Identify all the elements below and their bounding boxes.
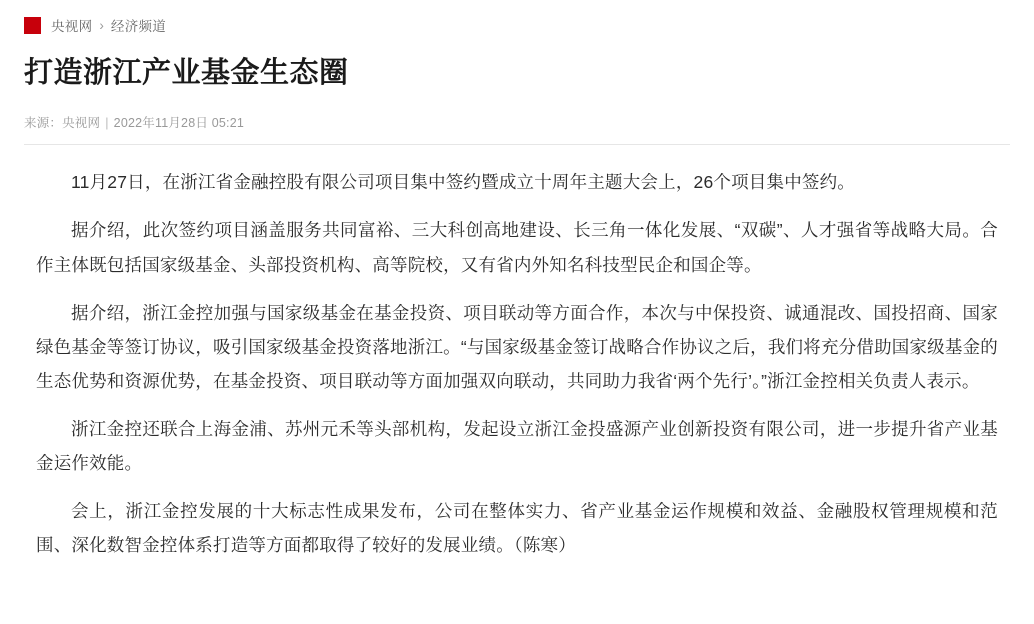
article-paragraph: 浙江金控还联合上海金浦、苏州元禾等头部机构，发起设立浙江金投盛源产业创新投资有限公司，进一步提升省产业基金运作效能。	[36, 419, 998, 474]
header-divider	[24, 144, 1010, 145]
breadcrumb-item-channel[interactable]: 经济频道	[110, 19, 167, 34]
breadcrumb-separator-icon: ›	[99, 17, 104, 33]
source-value: 央视网	[62, 116, 101, 131]
article-paragraph: 据介绍，浙江金控加强与国家级基金在基金投资、项目联动等方面合作，本次与中保投资、诚通混改、国投招商、国家绿色基金等签订协议，吸引国家级基金投资落地浙江。“与国家级基金签订战略合作协议之后，我们将充分借助国家级基金的生态优势和资源优势，在基金投资、项目联动等方面加强双向联动，共同助力我省‘两个先行’。”浙江金控相关负责人表示。	[36, 302, 998, 391]
publish-datetime: 2022年11月28日 05:21	[113, 116, 245, 131]
source-label: 来源：	[24, 116, 63, 131]
article-paragraph: 11月27日，在浙江省金融控股有限公司项目集中签约暨成立十周年主题大会上，26个项目集中签约。	[71, 172, 855, 193]
article-paragraph: 据介绍，此次签约项目涵盖服务共同富裕、三大科创高地建设、长三角一体化发展、“双碳”、人才强省等战略大局。合作主体既包括国家级基金、头部投资机构、高等院校，又有省内外知名科技型民企和国企等。	[36, 220, 998, 275]
article-meta	[24, 113, 1010, 131]
breadcrumb-item-cctv[interactable]: 央视网	[51, 19, 93, 34]
article-body	[24, 165, 1010, 562]
meta-separator: |	[105, 116, 109, 131]
page-title: 打造浙江产业基金生态圈	[24, 57, 349, 89]
breadcrumb	[24, 0, 1010, 36]
cctv-red-square-icon	[24, 17, 41, 34]
article-paragraph: 会上，浙江金控发展的十大标志性成果发布，公司在整体实力、省产业基金运作规模和效益、金融股权管理规模和范围、深化数智金控体系打造等方面都取得了较好的发展业绩。（陈寒）	[36, 501, 998, 556]
